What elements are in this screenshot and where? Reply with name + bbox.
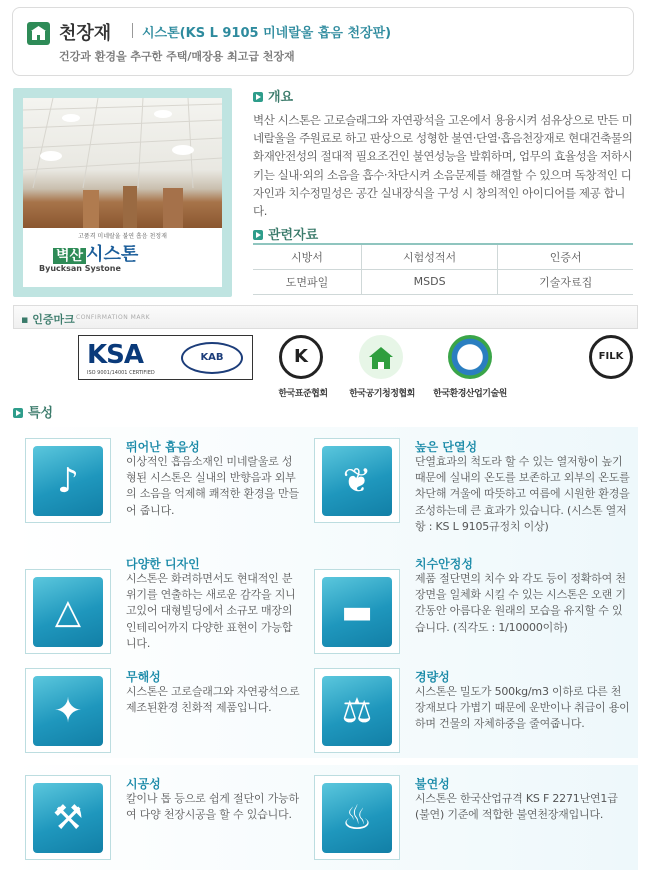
product-image-frame — [13, 88, 232, 297]
feature-card — [314, 555, 626, 667]
page-title: 천장재 — [59, 23, 112, 44]
doc-link-tech-data[interactable]: 기술자료집 — [498, 269, 633, 294]
product-photo — [23, 98, 222, 228]
saw-icon: ⚒ — [33, 783, 103, 853]
arrow-bullet-icon — [13, 408, 23, 418]
product-tagline: 고품격 미네랄울 불연 흡음 천정재 — [78, 233, 167, 240]
table-row — [253, 269, 633, 294]
doc-link-msds[interactable]: MSDS — [361, 269, 497, 294]
certification-bar — [13, 305, 638, 329]
overview-heading: 개요 — [253, 86, 293, 105]
feature-card — [314, 438, 630, 550]
table-row — [253, 244, 633, 269]
filk-logo: FILK — [589, 335, 633, 379]
insulation-icon: ❦ — [322, 446, 392, 516]
ksa-logo: KSA — [87, 340, 143, 370]
nature-icon: ✦ — [33, 676, 103, 746]
feature-text: 시스톤은 한국산업규격 KS F 2271난연1급(불연) 기준에 적합한 불연천장재입니다. — [415, 792, 618, 822]
kab-logo: KAB — [181, 342, 243, 374]
building-icon — [27, 22, 50, 45]
feature-title: 치수안정성 — [415, 557, 473, 571]
feature-title: 무해성 — [126, 670, 161, 684]
sound-icon: ♪ — [33, 446, 103, 516]
brand-name-en: Byucksan Systone — [39, 264, 121, 273]
feature-icon-frame — [25, 668, 111, 753]
doc-link-spec[interactable]: 시방서 — [253, 244, 361, 269]
feature-text: 칼이나 톱 등으로 쉽게 절단이 가능하여 다양 천장시공을 할 수 있습니다. — [126, 792, 299, 822]
doc-link-test-report[interactable]: 시험성적서 — [361, 244, 497, 269]
feature-text: 단열효과의 척도라 할 수 있는 열저항이 높기 때문에 실내의 온도를 보존하고 외부의 온도를 차단해 겨울에 따뜻하고 여름에 시원한 환경을 조성하는데 큰 효과가 있습니다. (시스톤 열저항 : KS L 9105규정치 이상) — [415, 455, 630, 533]
feature-text: 이상적인 흡음소재인 미네랄울로 성형된 시스톤은 실내의 반향음과 외부의 소음을 억제해 쾌적한 환경을 만들어 줍니다. — [126, 455, 299, 517]
fire-icon: ♨ — [322, 783, 392, 853]
scale-icon: ⚖ — [322, 676, 392, 746]
feature-icon-frame — [314, 668, 400, 753]
page-header — [12, 7, 634, 76]
feature-icon-frame — [25, 438, 111, 523]
healthy-building-logo — [359, 335, 403, 379]
eco-label-logo — [448, 335, 492, 379]
cert-label: 한국환경산업기술원 — [433, 389, 507, 399]
overview-text: 벽산 시스톤은 고로슬래그와 자연광석을 고온에서 용융시켜 섬유상으로 만든 미네랄울을 주원료로 하고 판상으로 성형한 불연·단열·흡음천장재로 현대건축물의 화재안전성의 절대적 필요조건인 불연성능을 발휘하며, 업무의 효율성을 저하시키는 실내·외의 소음을 흡수·차단시켜 소음문제를 해결할 수 있으며 독창적인 디자인과 치수정밀성은 공간 실내장식을 구성 시 창의적인 아이디어를 제공 합니다. — [253, 113, 633, 219]
ksa-kab-logos — [78, 335, 253, 380]
feature-text: 시스톤은 밀도가 500kg/m3 이하로 다른 천장재보다 가볍기 때문에 운반이나 취급이 용이하며 건물의 자체하중을 줄여줍니다. — [415, 685, 630, 731]
feature-card — [25, 668, 323, 780]
arrow-bullet-icon — [253, 92, 263, 102]
feature-card — [25, 555, 323, 667]
brand-logo: 벽산 시스톤 — [53, 240, 138, 266]
certification-heading-en: CONFIRMATION MARK — [76, 314, 151, 321]
cert-label: 한국표준협회 — [278, 389, 328, 399]
related-heading: 관련자료 — [253, 224, 318, 243]
feature-title: 시공성 — [126, 777, 161, 791]
feature-icon-frame — [25, 775, 111, 860]
feature-title: 높은 단열성 — [415, 440, 478, 454]
feature-title: 다양한 디자인 — [126, 557, 200, 571]
page-description: 건강과 환경을 추구한 주택/매장용 최고급 천장재 — [59, 50, 295, 63]
feature-text: 제품 절단면의 치수 와 각도 등이 정확하여 천장면을 일체화 시킬 수 있는 시스톤은 오랜 기간동안 아름다운 원래의 모습을 유지할 수 있습니다. (직각도 : 1/10000이하) — [415, 572, 626, 634]
related-docs-table — [253, 243, 633, 295]
features-heading: 특성 — [13, 402, 53, 421]
certification-heading: ▪ 인증마크 — [21, 313, 75, 326]
feature-icon-frame — [314, 775, 400, 860]
feature-card — [314, 775, 618, 872]
doc-link-certificate[interactable]: 인증서 — [498, 244, 633, 269]
feature-icon-frame — [314, 569, 400, 654]
title-separator — [132, 23, 133, 38]
feature-title: 불연성 — [415, 777, 450, 791]
feature-title: 뛰어난 흡음성 — [126, 440, 200, 454]
feature-card — [25, 775, 323, 872]
doc-link-drawings[interactable]: 도면파일 — [253, 269, 361, 294]
feature-text: 시스톤은 고로슬래그와 자연광석으로 제조된환경 친화적 제품입니다. — [126, 685, 300, 715]
feature-title: 경량성 — [415, 670, 450, 684]
feature-text: 시스톤은 화려하면서도 현대적인 분위기를 연출하는 새로운 감각을 지니고있어 대형빌딩에서 소규모 매장의 인테리어까지 다양한 표현이 가능합니다. — [126, 572, 296, 650]
feature-icon-frame — [25, 569, 111, 654]
feature-icon-frame — [314, 438, 400, 523]
cert-label: 한국공기청정협회 — [349, 389, 415, 399]
page-subtitle: 시스톤(KS L 9105 미네랄울 흡음 천장판) — [142, 26, 392, 41]
ksa-caption: ISO 9001/14001 CERTIFIED — [87, 370, 155, 376]
feature-card — [314, 668, 630, 780]
feature-card — [25, 438, 323, 550]
compass-icon: △ — [33, 577, 103, 647]
arrow-bullet-icon — [253, 230, 263, 240]
ks-mark-logo: K — [279, 335, 323, 379]
panel-icon: ▬ — [322, 577, 392, 647]
